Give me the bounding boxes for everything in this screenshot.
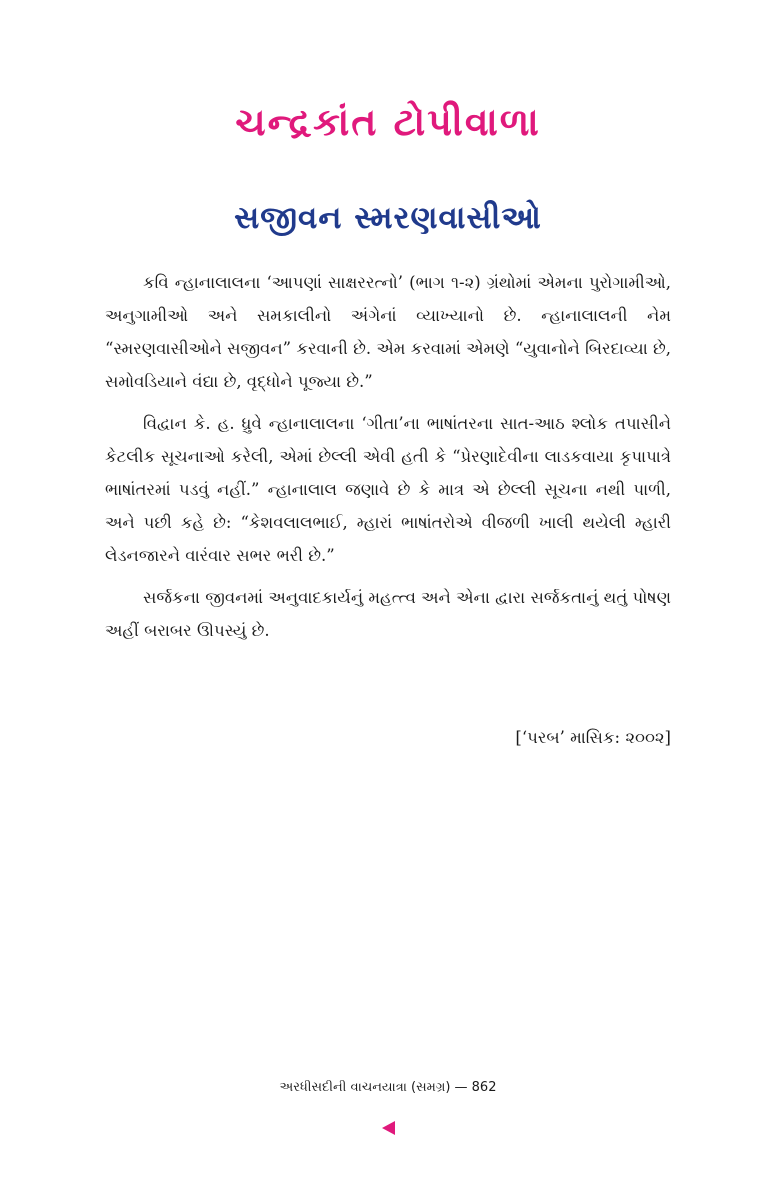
paragraph-1: કવિ ન્હાનાલાલના ‘આપણાં સાક્ષરરત્નો’ (ભાગ ૧-૨) ગ્રંથોમાં એમના પુરોગામીઓ, અનુગામીઓ અને સમકાલીનો અંગેનાં વ્યાખ્યાનો છે. ન્હાનાલાલની નેમ “સ્મરણવાસીઓને સજીવન” કરવાની છે. એમ કરવામાં એમણે “યુવાનોને બિરદાવ્યા છે, સમોવડિયાને વંદ્યા છે, વૃદ્ધોને પૂજ્યા છે.” xyxy=(105,273,671,391)
arrow-shape xyxy=(382,1121,395,1135)
paragraph-3: સર્જકના જીવનમાં અનુવાદકાર્યનું મહત્ત્વ અને એના દ્વારા સર્જકતાનું થતું પોષણ અહીં બરાબર ઊપસ્યું છે. xyxy=(105,588,671,640)
page-footer: અરધીસદીની વાચનયાત્રા (સમગ્ર) — 862 xyxy=(279,1080,497,1095)
article-title: સજીવન સ્મરણવાસીઓ xyxy=(234,200,542,236)
source-citation: [‘પરબ’ માસિક: ૨૦૦૨] xyxy=(515,728,671,747)
article-body xyxy=(105,266,671,656)
paragraph-2: વિદ્વાન કે. હ. ધ્રુવે ન્હાનાલાલના ‘ગીતા’ના ભાષાંતરના સાત-આઠ શ્લોક તપાસીને કેટલીક સૂચનાઓ કરેલી, એમાં છેલ્લી એવી હતી કે “પ્રેરણાદેવીના લાડકવાયા કૃપાપાત્રે ભાષાંતરમાં પડવું નહીં.” ન્હાનાલાલ જણાવે છે કે માત્ર એ છેલ્લી સૂચના નથી પાળી, અને પછી કહે છે: “કેશવલાલભાઈ, મ્હારાં ભાષાંતરોએ વીજળી ખાલી થયેલી મ્હારી લેડનજારને વારંવાર સભર ભરી છે.” xyxy=(105,414,671,565)
author-name: ચન્દ્રકાંત ટોપીવાળા xyxy=(235,100,541,144)
previous-page-arrow-icon[interactable] xyxy=(381,1120,395,1136)
